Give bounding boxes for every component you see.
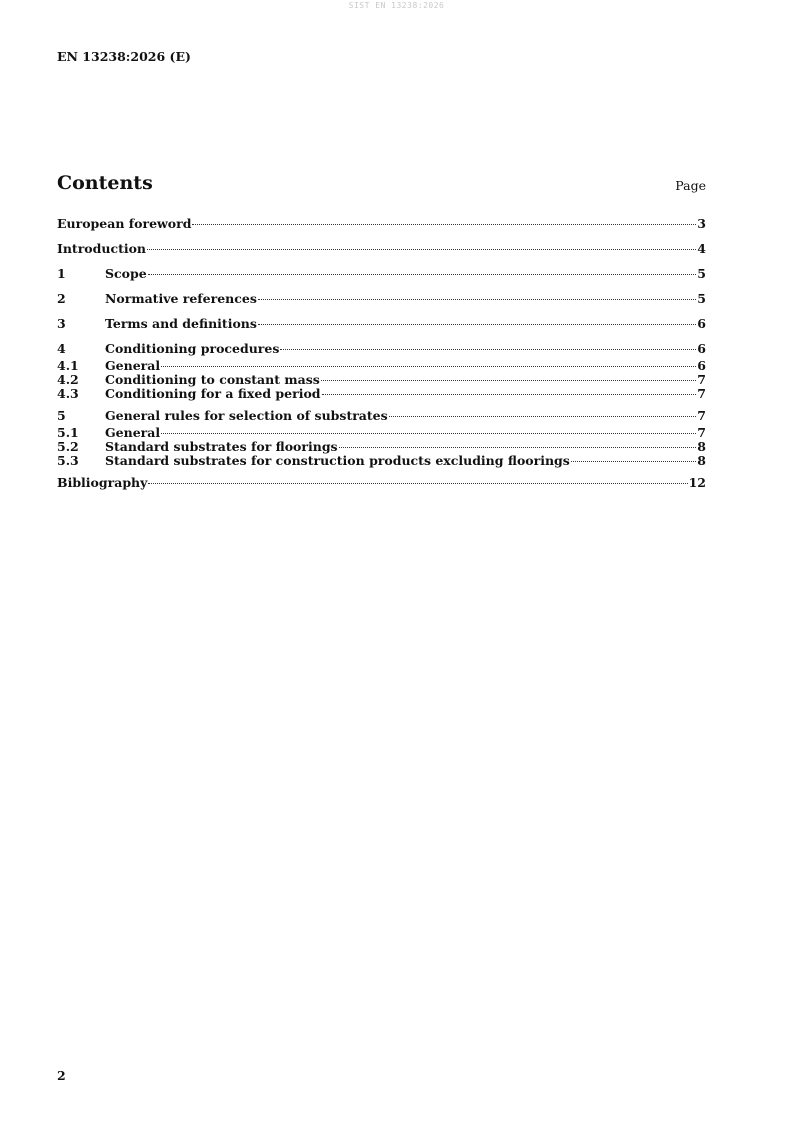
toc-entry-page: 4 [697, 241, 706, 256]
toc-entry-4-2-constant-mass[interactable] [57, 372, 706, 386]
toc-entry-5-1-general[interactable] [57, 425, 706, 439]
toc-leader-dots [280, 349, 696, 350]
toc-leader-dots [148, 274, 697, 275]
page-number: 2 [57, 1068, 66, 1083]
toc-leader-dots [321, 380, 697, 381]
toc-entry-4-3-fixed-period[interactable] [57, 386, 706, 400]
toc-entry-normative-references[interactable] [57, 291, 706, 308]
toc-leader-dots [258, 299, 696, 300]
toc-entry-european-foreword[interactable] [57, 216, 706, 233]
toc-entry-4-1-general[interactable] [57, 358, 706, 372]
toc-entry-title: European foreword [57, 216, 192, 231]
toc-entry-number: 4.3 [57, 386, 79, 401]
toc-entry-page: 6 [697, 341, 706, 356]
toc-entry-title: General rules for selection of substrates [105, 408, 388, 423]
toc-entry-title: Terms and definitions [105, 316, 257, 331]
toc-entry-page: 7 [697, 425, 706, 440]
toc-entry-page: 7 [697, 372, 706, 387]
toc-entry-page: 8 [697, 439, 706, 454]
toc-leader-dots [571, 461, 696, 462]
toc-entry-introduction[interactable] [57, 241, 706, 258]
toc-entry-title: General [105, 358, 161, 373]
toc-entry-conditioning-procedures[interactable] [57, 341, 706, 358]
document-id: EN 13238:2026 (E) [57, 49, 191, 64]
toc-entry-page: 7 [697, 386, 706, 401]
table-of-contents [57, 216, 706, 492]
toc-entry-terms-and-definitions[interactable] [57, 316, 706, 333]
toc-entry-number: 4.2 [57, 372, 79, 387]
toc-entry-5-2-floorings[interactable] [57, 439, 706, 453]
toc-entry-title: Conditioning to constant mass [105, 372, 320, 387]
toc-leader-dots [147, 249, 696, 250]
toc-entry-title: Conditioning procedures [105, 341, 280, 356]
page-column-label: Page [675, 178, 706, 193]
toc-entry-page: 12 [688, 475, 706, 490]
toc-entry-number: 5.1 [57, 425, 79, 440]
toc-entry-page: 5 [697, 266, 706, 281]
toc-entry-title: Introduction [57, 241, 147, 256]
toc-entry-page: 3 [697, 216, 706, 231]
toc-leader-dots [148, 483, 687, 484]
toc-leader-dots [389, 416, 697, 417]
toc-entry-bibliography[interactable] [57, 475, 706, 492]
toc-entry-number: 3 [57, 316, 66, 331]
toc-leader-dots [192, 224, 696, 225]
toc-entry-number: 5.2 [57, 439, 79, 454]
toc-entry-title: Scope [105, 266, 147, 281]
toc-entry-page: 7 [697, 408, 706, 423]
toc-entry-title: Bibliography [57, 475, 148, 490]
toc-entry-number: 4 [57, 341, 66, 356]
toc-leader-dots [322, 394, 697, 395]
toc-entry-number: 5 [57, 408, 66, 423]
toc-leader-dots [258, 324, 696, 325]
toc-leader-dots [161, 366, 696, 367]
watermark: SIST EN 13238:2026 [348, 1, 445, 10]
toc-entry-number: 4.1 [57, 358, 79, 373]
toc-entry-selection-of-substrates[interactable] [57, 408, 706, 425]
toc-entry-title: Standard substrates for floorings [105, 439, 338, 454]
toc-entry-number: 2 [57, 291, 66, 306]
contents-heading: Contents [57, 172, 153, 194]
toc-leader-dots [339, 447, 697, 448]
toc-entry-scope[interactable] [57, 266, 706, 283]
toc-entry-title: Conditioning for a fixed period [105, 386, 321, 401]
toc-entry-title: Standard substrates for construction products excluding floorings [105, 453, 570, 468]
toc-entry-title: General [105, 425, 161, 440]
toc-entry-number: 1 [57, 266, 66, 281]
toc-entry-title: Normative references [105, 291, 257, 306]
toc-entry-number: 5.3 [57, 453, 79, 468]
toc-entry-page: 5 [697, 291, 706, 306]
toc-entry-page: 6 [697, 316, 706, 331]
toc-entry-page: 6 [697, 358, 706, 373]
toc-leader-dots [161, 433, 696, 434]
toc-entry-page: 8 [697, 453, 706, 468]
toc-entry-5-3-excluding-floorings[interactable] [57, 453, 706, 467]
